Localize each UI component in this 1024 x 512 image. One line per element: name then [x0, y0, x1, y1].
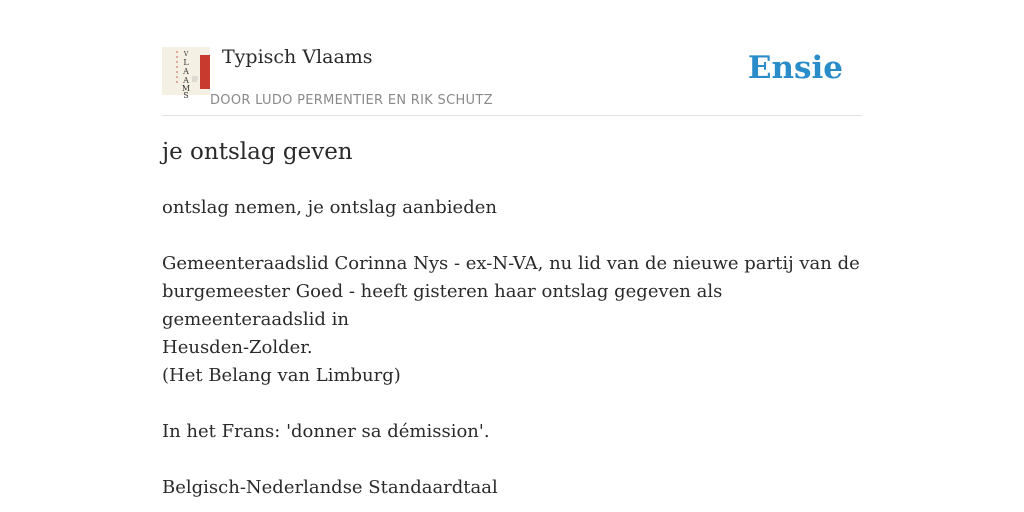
paragraph-gap: [162, 390, 872, 418]
entry-definition: [162, 194, 872, 502]
dictionary-authors: DOOR LUDO PERMENTIER EN RIK SCHUTZ: [210, 93, 493, 108]
french-note: In het Frans: 'donner sa démission'.: [162, 421, 490, 442]
example-line: Gemeenteraadslid Corinna Nys - ex-N-VA, nu lid van de nieuwe partij van de: [162, 253, 860, 274]
ensie-logo[interactable]: Ensie: [747, 50, 843, 86]
logo-letter: A: [183, 67, 189, 76]
example-line: burgemeester Goed - heeft gisteren haar ontslag gegeven als gemeenteraadslid in: [162, 281, 723, 330]
entry-meaning: ontslag nemen, je ontslag aanbieden: [162, 197, 497, 218]
logo-letter: L: [183, 58, 189, 67]
example-line: Heusden-Zolder.: [162, 337, 313, 358]
dictionary-title[interactable]: Typisch Vlaams: [222, 46, 373, 68]
dictionary-avatar[interactable]: [162, 47, 210, 100]
logo-letter: V: [183, 51, 189, 58]
entry-category: Belgisch-Nederlandse Standaardtaal: [162, 477, 498, 498]
paragraph-gap: [162, 222, 872, 250]
logo-letter: A: [183, 76, 189, 85]
entry-term: je ontslag geven: [162, 139, 353, 165]
page-header: [162, 44, 862, 116]
book-cover-icon: [162, 47, 210, 100]
logo-letter: M: [181, 84, 191, 93]
example-source: (Het Belang van Limburg): [162, 365, 401, 386]
logo-letter: S: [183, 91, 189, 100]
paragraph-gap: [162, 446, 872, 474]
